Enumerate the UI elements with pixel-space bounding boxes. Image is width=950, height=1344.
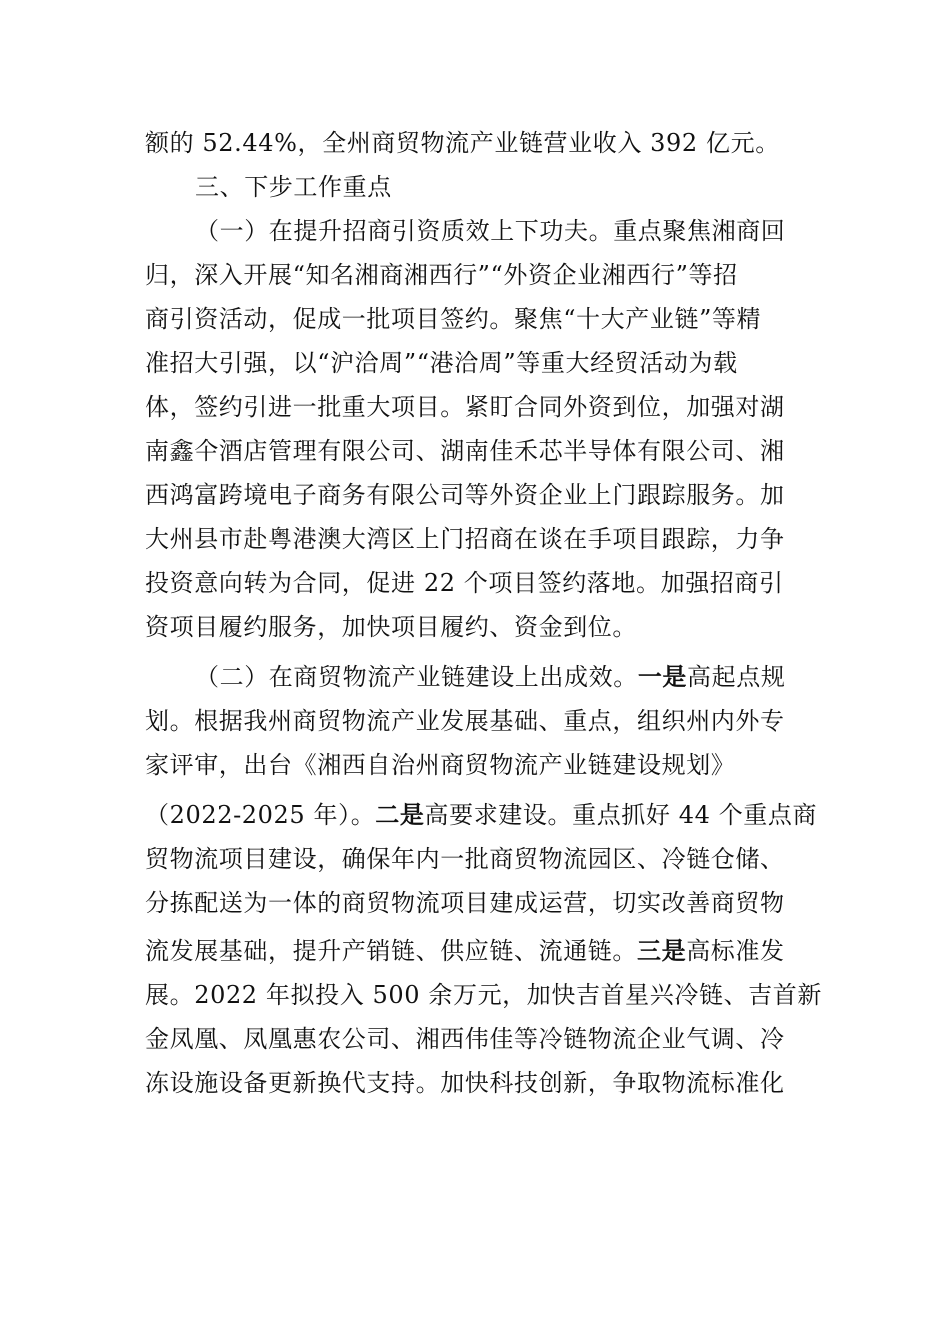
paragraph-line: 西鸿富跨境电子商务有限公司等外资企业上门跟踪服务。加	[145, 481, 785, 509]
paragraph-line: 大州县市赴粤港澳大湾区上门招商在谈在手项目跟踪，力争	[145, 525, 785, 553]
paragraph-line: 展。2022 年拟投入 500 余万元，加快吉首星兴冷链、吉首新	[145, 981, 822, 1009]
paragraph-line: 体，签约引进一批重大项目。紧盯合同外资到位，加强对湖	[145, 393, 785, 421]
paragraph-line: 金凤凰、凤凰惠农公司、湘西伟佳等冷链物流企业气调、冷	[145, 1025, 785, 1053]
paragraph-line: 贸物流项目建设，确保年内一批商贸物流园区、冷链仓储、	[145, 845, 785, 873]
paragraph-line: 划。根据我州商贸物流产业发展基础、重点，组织州内外专	[145, 707, 785, 735]
paragraph-line: 分拣配送为一体的商贸物流项目建成运营，切实改善商贸物	[145, 889, 785, 917]
paragraph-line: 投资意向转为合同，促进 22 个项目签约落地。加强招商引	[145, 569, 784, 597]
paragraph-line: 额的 52.44%，全州商贸物流产业链营业收入 392 亿元。	[145, 129, 780, 157]
paragraph-line: 冻设施设备更新换代支持。加快科技创新，争取物流标准化	[145, 1069, 785, 1097]
emphasis-text: 一是	[637, 663, 688, 691]
paragraph-line: 家评审，出台《湘西自治州商贸物流产业链建设规划》	[145, 751, 736, 779]
emphasis-text: 二是	[375, 801, 425, 829]
paragraph-text: （2022-2025 年）。	[145, 801, 376, 829]
paragraph-line: 归，深入开展“知名湘商湘西行”“外资企业湘西行”等招	[145, 261, 738, 289]
paragraph-line: 资项目履约服务，加快项目履约、资金到位。	[145, 613, 637, 641]
paragraph-text: 流发展基础，提升产销链、供应链、流通链。	[145, 937, 637, 965]
paragraph-text: 高起点规	[687, 663, 786, 691]
paragraph-line: （一）在提升招商引资质效上下功夫。重点聚焦湘商回	[195, 217, 786, 245]
paragraph-text: 高要求建设。重点抓好 44 个重点商	[424, 801, 818, 829]
paragraph-line	[145, 936, 785, 966]
paragraph-line	[195, 662, 785, 692]
paragraph-line: 南鑫仐酒店管理有限公司、湖南佳禾芯半导体有限公司、湘	[145, 437, 785, 465]
emphasis-text: 三是	[637, 937, 687, 965]
paragraph-line: 商引资活动，促成一批项目签约。聚焦“十大产业链”等精	[145, 305, 762, 333]
paragraph-text: （二）在商贸物流产业链建设上出成效。	[195, 663, 638, 691]
paragraph-line: 准招大引强，以“沪洽周”“港洽周”等重大经贸活动为载	[145, 349, 738, 377]
paragraph-text: 高标准发	[686, 937, 785, 965]
section-heading: 三、下步工作重点	[195, 173, 392, 201]
paragraph-line	[145, 800, 817, 830]
